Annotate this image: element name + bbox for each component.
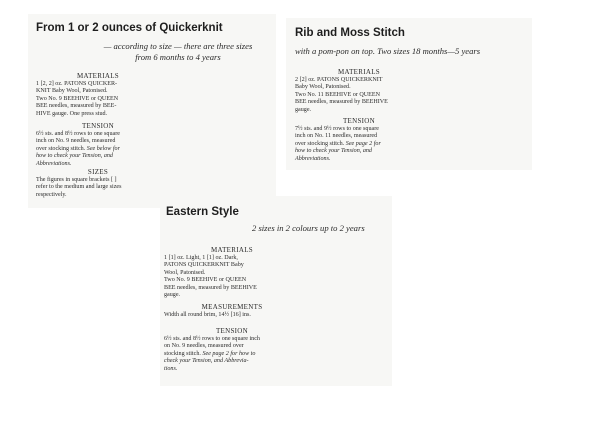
text-line: Two No. 9 BEEHIVE or QUEEN [36, 95, 119, 102]
pattern-title: Rib and Moss Stitch [295, 27, 405, 39]
pattern-clipping-rib-moss [286, 18, 532, 170]
text-line: 1 [2, 2] oz. PATONS QUICKER- [36, 81, 118, 87]
text-line: 1 [1] oz. Light, 1 [1] oz. Dark, [164, 255, 238, 261]
text-line: Wool, Patonised. [164, 269, 206, 276]
text-line: inch on No. 9 needles, measured [36, 138, 116, 145]
tension-heading: TENSION [342, 117, 376, 125]
measurements-text: Width all round brim, 14½ [16] ins. [164, 312, 251, 318]
pattern-subtitle [78, 41, 278, 63]
italic-span: See page 2 for how to [202, 350, 256, 357]
text-line: 6½ sts. and 8½ rows to one square inch [164, 336, 260, 342]
text-line: Abbreviations. [36, 160, 72, 167]
materials-text [164, 255, 300, 299]
text-line: how to check your Tension, and [36, 153, 113, 160]
tension-text [164, 336, 304, 373]
text-line: 7½ sts. and 9½ rows to one square [295, 126, 379, 132]
materials-heading: MATERIALS [211, 246, 253, 254]
text-line: tions. [164, 365, 178, 372]
text-line: HIVE gauge. One press stud. [36, 110, 108, 117]
tension-text [36, 131, 171, 168]
text-line: PATONS QUICKERKNIT Baby [164, 262, 244, 269]
materials-text [295, 77, 433, 114]
text-line-mixed [36, 146, 171, 153]
pattern-clipping-quickerknit [28, 14, 276, 208]
pattern-subtitle: with a pom-pon on top. Two sizes 18 months—5 years [295, 46, 481, 56]
text-line: Two No. 11 BEEHIVE or QUEEN [295, 91, 380, 98]
materials-heading: MATERIALS [77, 72, 119, 80]
text-span: over stocking stitch. [295, 140, 345, 147]
pattern-subtitle: 2 sizes in 2 colours up to 2 years [252, 223, 365, 233]
text-line: on No. 9 needles, measured over [164, 343, 244, 350]
sizes-heading: SIZES [87, 168, 109, 176]
text-line: Abbreviations. [295, 155, 331, 162]
text-line: BEE needles, measured by BEEHIVE [295, 99, 388, 106]
text-line: The figures in square brackets [ ] [36, 177, 117, 183]
text-line: Two No. 9 BEEHIVE or QUEEN [164, 277, 247, 284]
tension-heading: TENSION [215, 327, 249, 335]
text-line: Baby Wool, Patonised. [295, 84, 351, 91]
text-line: KNIT Baby Wool, Patonised. [36, 88, 108, 95]
text-line: respectively. [36, 191, 67, 198]
text-line: 6½ sts. and 8½ rows to one square [36, 131, 120, 137]
text-line: how to check your Tension, and [295, 148, 372, 155]
text-line: 2 [2] oz. PATONS QUICKERKNIT [295, 77, 383, 83]
text-line: gauge. [295, 106, 312, 113]
pattern-clipping-eastern-style [160, 196, 392, 386]
tension-text [295, 126, 435, 163]
italic-span: See page 2 for [345, 140, 381, 147]
sizes-text [36, 177, 171, 199]
italic-span: See below for [86, 145, 120, 152]
tension-heading: TENSION [81, 122, 115, 130]
text-line-mixed [164, 351, 304, 358]
materials-heading: MATERIALS [338, 68, 380, 76]
text-line: check your Tension, and Abbrevia- [164, 358, 249, 365]
subtitle-line: — according to size — there are three sizes [103, 41, 253, 51]
subtitle-line: from 6 months to 4 years [135, 52, 221, 62]
pattern-title: Eastern Style [166, 206, 239, 218]
text-line: BEE needles, measured by BEEHIVE [164, 284, 257, 291]
text-line: BEE needles, measured by BEE- [36, 103, 117, 110]
text-span: over stocking stitch. [36, 145, 86, 152]
text-line: gauge. [164, 292, 181, 299]
text-span: stocking stitch. [164, 350, 201, 357]
text-line: refer to the medium and large sizes [36, 184, 122, 191]
text-line-mixed [295, 141, 435, 148]
pattern-title: From 1 or 2 ounces of Quickerknit [36, 22, 223, 34]
measurements-heading: MEASUREMENTS [201, 303, 263, 311]
text-line: inch on No. 11 needles, measured [295, 133, 378, 140]
materials-text [36, 81, 171, 118]
